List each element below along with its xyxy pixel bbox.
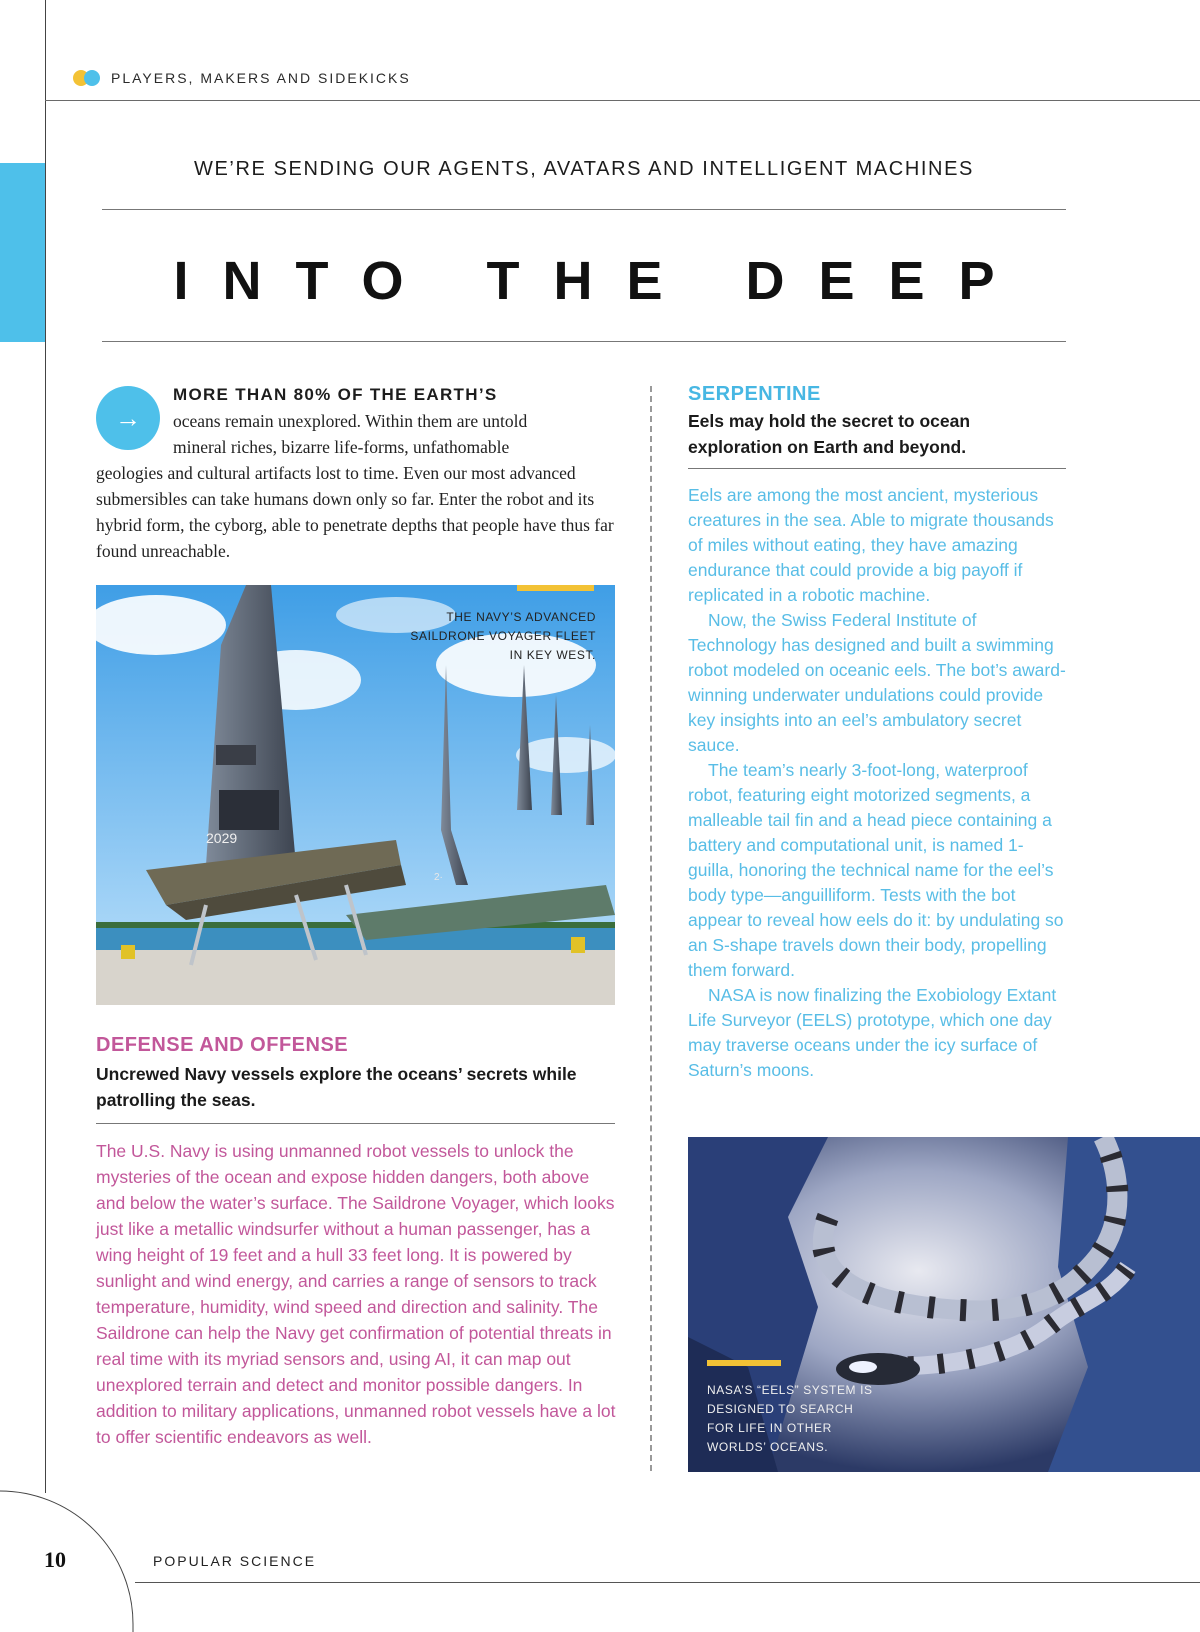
footer-arc [0,1488,140,1632]
column-divider [650,386,652,1471]
header-rule [45,100,1200,101]
lead-line-2: mineral riches, bizarre life-forms, unfathomable [173,437,510,457]
kicker: WE’RE SENDING OUR AGENTS, AVATARS AND INTELLIGENT MACHINES [194,158,974,180]
serpentine-heading: SERPENTINE [688,383,821,405]
defense-rule [96,1123,615,1124]
hull-number-2: 2· [434,872,443,883]
serpentine-paragraph-1: Eels are among the most ancient, mysterious creatures in the sea. Able to migrate thousands of miles without eating, they have amazing endurance that could provide a big payoff if replicated in a robotic machine. [688,485,1054,605]
defense-deck: Uncrewed Navy vessels explore the oceans’ secrets while patrolling the seas. [96,1064,577,1110]
hull-number: 2029 [206,830,238,846]
serpentine-paragraph-3: The team’s nearly 3-foot-long, waterproof robot, featuring eight motorized segments, a malleable tail fin and a head piece containing a battery and computational unit, is named 1-guilla, honoring the technical name for the eel’s body type—anguilliform. Tests with the bot appear to reveal how eels do it: by undulating so an S-shape travels down their body, propelling them forward. [688,760,1064,980]
arrow-right-icon: → [96,386,160,450]
left-margin-rule [45,0,46,1493]
caption-accent-bar-2 [707,1360,781,1366]
footer-rule [135,1582,1200,1583]
serpentine-rule [688,468,1066,469]
title-rule-top [102,209,1066,210]
photo-caption-2: NASA’S “EELS” SYSTEM IS DESIGNED TO SEARCH FOR LIFE IN OTHER WORLDS’ OCEANS. [707,1383,873,1454]
defense-body: The U.S. Navy is using unmanned robot vessels to unlock the mysteries of the ocean and expose hidden dangers, both above and below the water’s surface. The Saildrone Voyager, which looks just like a metallic windsurfer without a human passenger, has a wing height of 19 feet and a hull 33 feet long. It is powered by sunlight and wind energy, and carries a range of sensors to track temperature, humidity, wind speed and direction and salinity. The Saildrone can help the Navy get confirmation of potential threats in real time with its myriad sensors and, using AI, it can map out unexplored terrain and detect and monitor possible dangers. In addition to military applications, unmanned robot vessels have a lot to offer scientific endeavors as well. [96,1141,616,1447]
lead-caps: MORE THAN 80% OF THE EARTH’S [173,385,498,404]
serpentine-paragraph-2: Now, the Swiss Federal Institute of Technology has designed and built a swimming robot modeled on oceanic eels. The bot’s award-winning underwater undulations could provide key insights into an eel’s ambulatory secret sauce. [688,610,1066,755]
title-rule-bottom [102,341,1066,342]
defense-heading: DEFENSE AND OFFENSE [96,1034,349,1056]
lead-line-1: oceans remain unexplored. Within them are untold [173,411,528,431]
section-label: PLAYERS, MAKERS AND SIDEKICKS [111,70,411,86]
lead-body: geologies and cultural artifacts lost to time. Even our most advanced submersibles can take humans down only so far. Enter the robot and its hybrid form, the cyborg, able to penetrate depths that people have thus far found unreachable. [96,463,614,561]
publication-name: POPULAR SCIENCE [153,1553,317,1569]
section-dots-icon [72,69,102,87]
photo-caption: THE NAVY’S ADVANCED SAILDRONE VOYAGER FLEET IN KEY WEST. [410,610,596,662]
serpentine-body [688,483,1068,1083]
page-title: INTO THE DEEP [173,251,1029,311]
page-number: 10 [44,1547,66,1572]
serpentine-deck: Eels may hold the secret to ocean exploration on Earth and beyond. [688,411,971,457]
section-color-tab [0,163,45,342]
caption-accent-bar [517,585,594,591]
serpentine-paragraph-4: NASA is now finalizing the Exobiology Extant Life Surveyor (EELS) prototype, which one day may traverse oceans under the icy surface of Saturn’s moons. [688,985,1057,1080]
